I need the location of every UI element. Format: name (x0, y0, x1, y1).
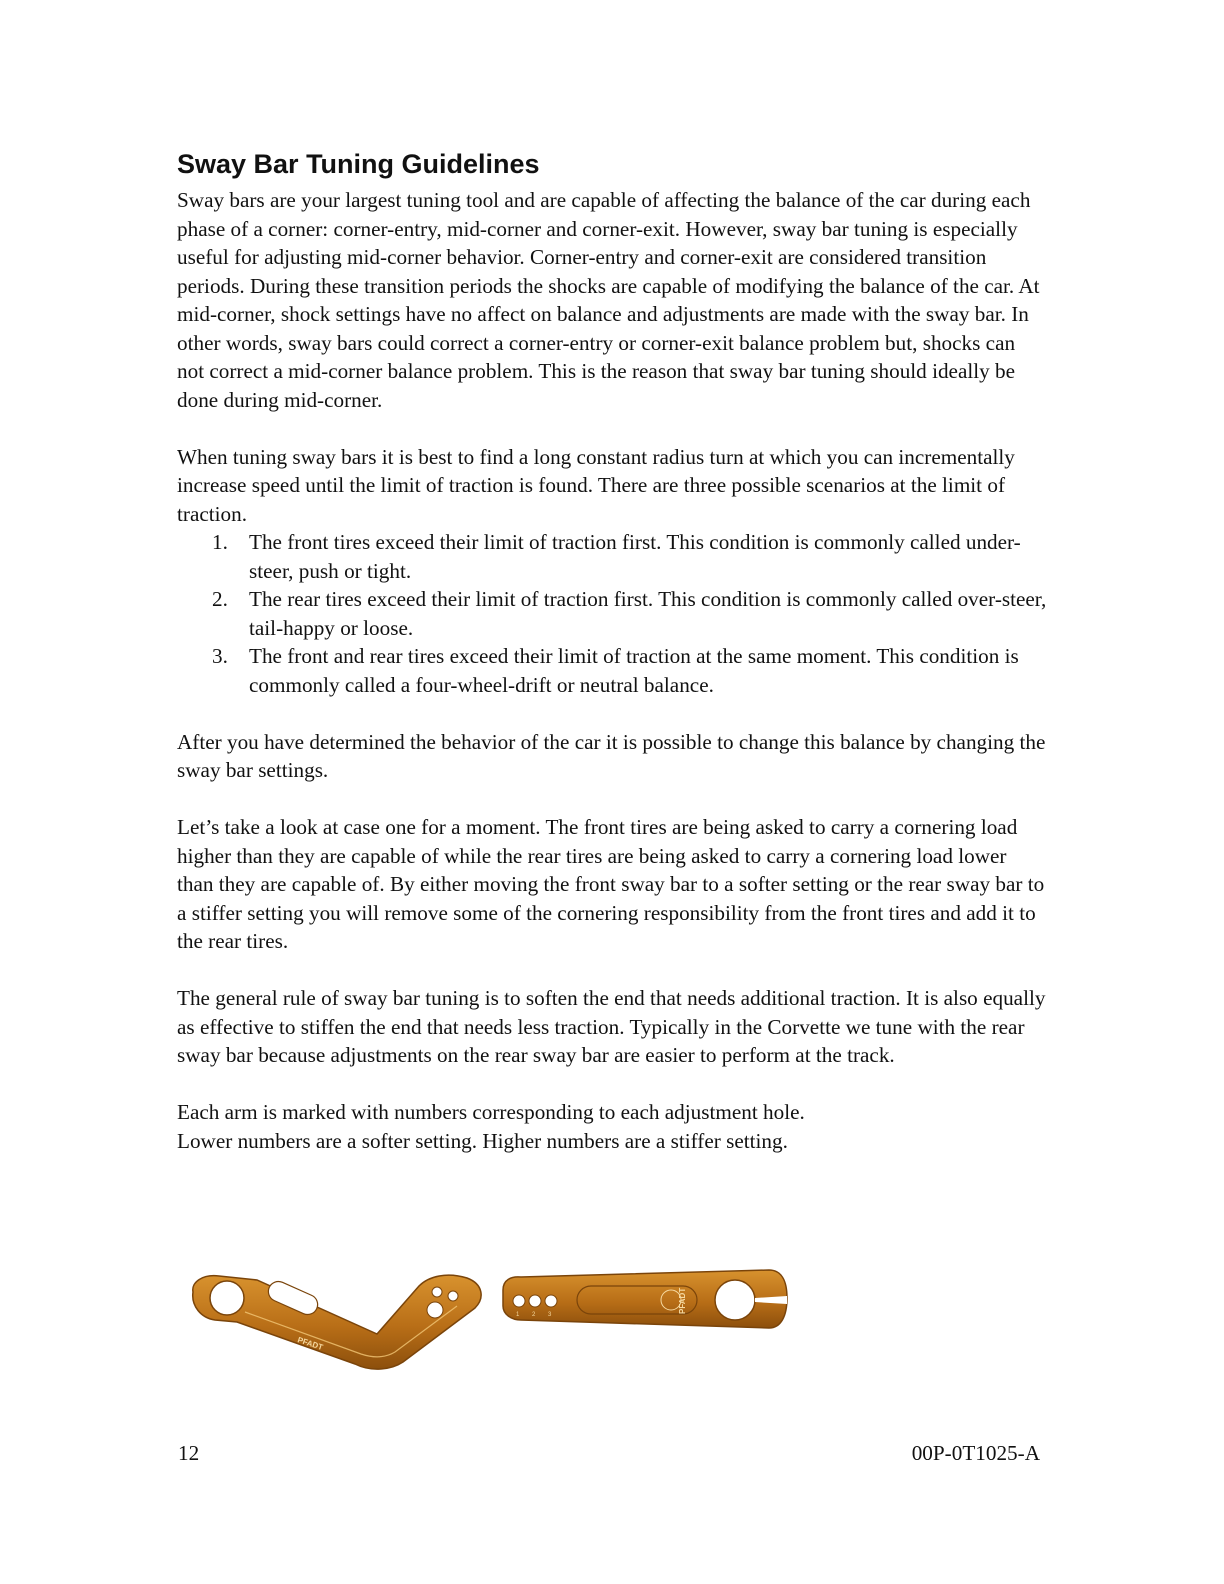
page-number: 12 (178, 1441, 200, 1465)
paragraph-tuning-method: When tuning sway bars it is best to find a long constant radius turn at which you can incrementally increase speed until the limit of traction is found. There are three possible scenarios at the limit of traction. (177, 444, 1015, 526)
paragraph-arm-markings (177, 1098, 1047, 1155)
hole-number-2: 2 (532, 1312, 536, 1318)
list-item (177, 642, 1047, 699)
paragraph-mid-corner: Sway bars are your largest tuning tool and are capable of affecting the balance of the car during each phase of a corner: corner-entry, mid-corner and corner-exit. However, sway bar tuning is especially useful for adjusting mid-corner behavior. Corner-entry and corner-exit are considered transition periods. During these transition periods the shocks are capable of modifying the balance of the car. At mid-corner, shock settings have no affect on balance and adjustments are made with the sway bar. In other words, sway bars could correct a corner-entry or corner-exit balance problem but, shocks can not correct a mid-corner balance problem. This is the reason that sway bar tuning should ideally be done during mid-corner. (177, 188, 1040, 412)
paragraph-case-one: Let’s take a look at case one for a moment. The front tires are being asked to carry a cornering load higher than they are capable of while the rear tires are being asked to carry a cornering load lower than they are capable of. By either moving the front sway bar to a softer setting or the rear sway bar to a stiffer setting you will remove some of the cornering responsibility from the front tires and add it to the rear tires. (177, 815, 1045, 953)
arm-markings-line-1: Each arm is marked with numbers corresponding to each adjustment hole. (177, 1100, 805, 1124)
bent-arm-image (193, 1275, 481, 1369)
list-item (177, 585, 1047, 642)
list-text: The rear tires exceed their limit of traction first. This condition is commonly called over-steer, tail-happy or loose. (249, 587, 1047, 640)
list-text: The front and rear tires exceed their limit of traction at the same moment. This condition is commonly called a four-wheel-drift or neutral balance. (249, 644, 1019, 697)
list-text: The front tires exceed their limit of traction first. This condition is commonly called under-steer, push or tight. (249, 530, 1021, 583)
arm-logo-bent: PFADT (296, 1335, 325, 1353)
list-number: 3. (212, 644, 228, 668)
list-number: 2. (212, 587, 228, 611)
hole-number-1: 1 (516, 1312, 520, 1318)
document-code: 00P-0T1025-A (911, 1441, 1040, 1465)
straight-arm-image (503, 1270, 787, 1328)
sway-bar-arms-figure (185, 1250, 795, 1370)
paragraph-general-rule: The general rule of sway bar tuning is to soften the end that needs additional traction. It is also equally as effective to stiffen the end that needs less traction. Typically in the Corvette we tune with the rear sway bar because adjustments on the rear sway bar are easier to perform at the track. (177, 986, 1046, 1067)
hole-number-3: 3 (548, 1312, 552, 1318)
arm-markings-line-2: Lower numbers are a softer setting. Higher numbers are a stiffer setting. (177, 1128, 788, 1153)
paragraph-determine-behavior: After you have determined the behavior of the car it is possible to change this balance by changing the sway bar settings. (177, 729, 1046, 782)
list-item (177, 528, 1047, 585)
body-text (177, 186, 1047, 1155)
list-number: 1. (212, 530, 228, 554)
scenario-list (177, 528, 1047, 699)
arm-logo-straight: PFADT (678, 1287, 687, 1314)
page-heading: Sway Bar Tuning Guidelines (177, 149, 540, 179)
